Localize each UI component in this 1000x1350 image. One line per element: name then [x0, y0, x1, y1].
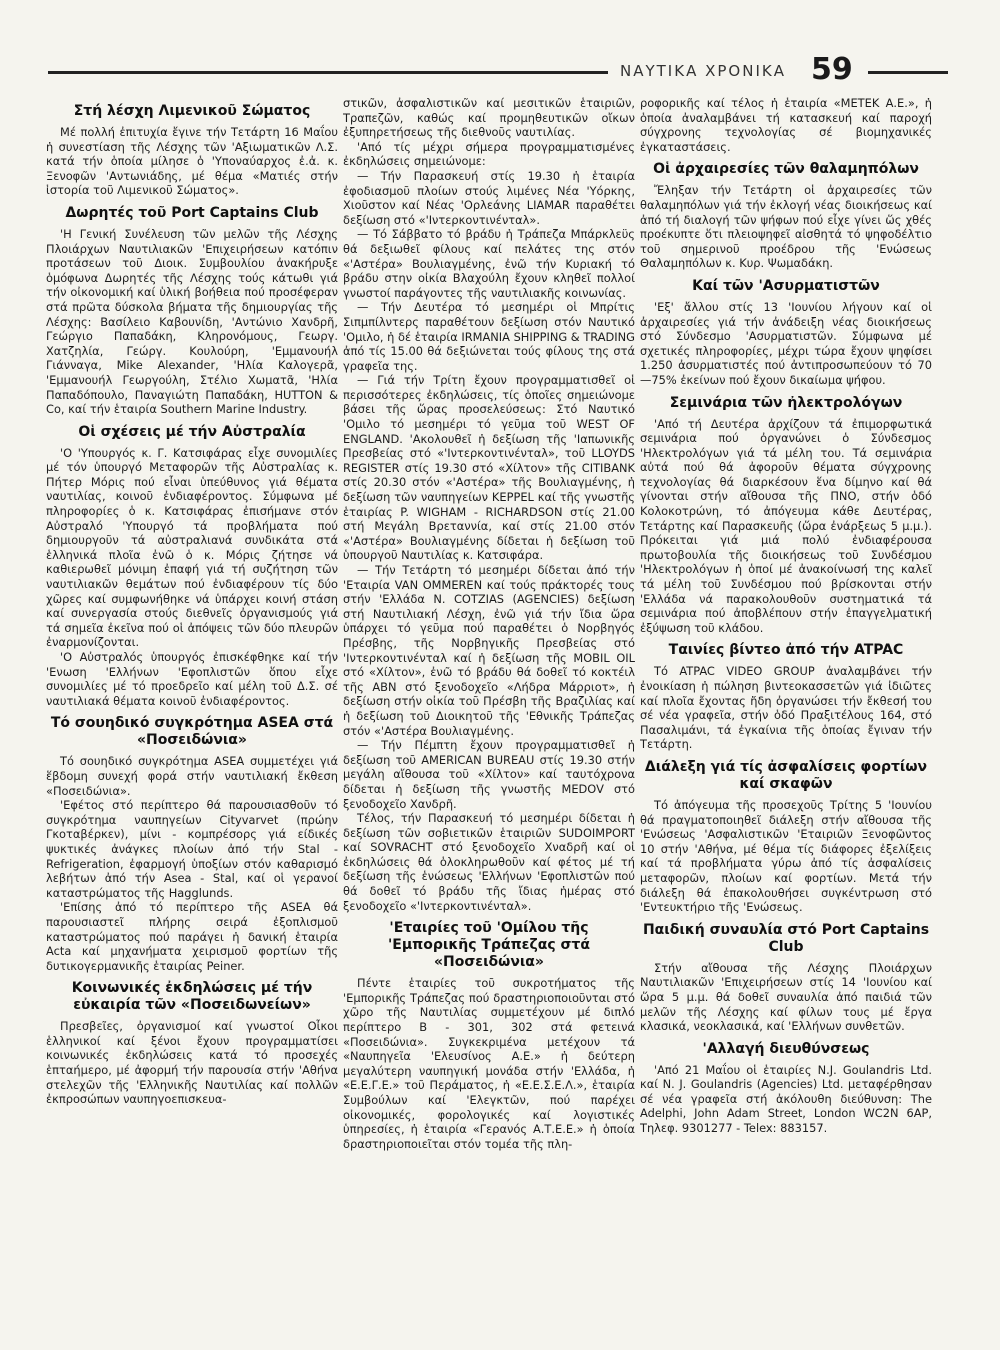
header-rule-left — [48, 71, 608, 74]
article-paragraph: 'Εφέτος στό περίπτερο θά παρουσιασθοῦν τό συγκρότημα ναυπηγείων Cityvarvet (πρώην Γκοταβέρκεν), μίνι - κομπρέσορς γιά είδικές ψυκτικές ἀνάγκες πλοίων ἀπό τήν Stal - Refrigeration, ἐφαρμογή ὑποξίων στόν καθαρισμό λεβήτων ἀπό τήν Asea - Stal, καί οἱ γερανοί καταστρώματος τῆς Hagglunds. — [46, 798, 338, 900]
article-paragraph: 'Ο 'Υπουργός κ. Γ. Κατσιφάρας εἶχε συνομιλίες μέ τόν ὑπουργό Μεταφορῶν τῆς Αὐστραλίας κ. Πήτερ Μόρις πού εἶναι ὑπεύθυνος γιά θέματα ναυτιλίας, κοινοῦ ἐνδιαφέροντος. Σύμφωνα μέ πληροφορίες ὁ κ. Κατσιφάρας ἐπισήμανε στόν Αὐστραλό 'Υπουργό τά προβλήματα πού δημιουργοῦν τά αὐστραλιανά συνδικάτα στά ἑλληνικά πλοῖα ἐνῶ ὁ κ. Μόρις ζήτησε νά καθιερωθεῖ μόνιμη ἐπαφή γιά τή συζήτηση τῶν ναυτιλιακῶν θεμάτων πού ἐνδιαφέρουν τίς δύο χῶρες καί συμφωνήθηκε νά ὑπάρχει κοινή στάση καί συνεργασία στούς διεθνεῖς ὀργανισμούς γιά τά σημεῖα ἐκεῖνα πού οἱ ἀπόψεις τῶν δύο πλευρῶν ἐναρμονίζονται. — [46, 445, 338, 650]
article-paragraph: — Τήν Δευτέρα τό μεσημέρι οἱ Μπρίτις Σιπμπίλντερς παραθέτουν δεξίωση στόν Ναυτικό 'Ομιλο, ἡ δέ ἑταιρία IRMANIA SHIPPING & TRADING ἀπό τίς 15.00 θά δεξιώνεται τούς φίλους της στά γραφεῖα της. — [343, 300, 635, 373]
article-paragraph: — Τήν Τετάρτη τό μεσημέρι δίδεται ἀπό τήν 'Εταιρία VAN OMMEREN καί τούς πράκτορές τους στήν 'Ελλάδα N. COTZIAS (AGENCIES) δεξίωση στή Ναυτιλιακή Λέσχη, ἐνῶ γιά τήν ἴδια ὥρα ὑπάρχει τό γεῦμα πού παραθέτει ὁ Νορβηγός Πρέσβης, τῆς Νορβηγικῆς Πρεσβείας στό 'Ιντερκοντινένταλ καί ἡ δεξίωση τῆς MOBIL OIL στό «Χίλτον», ἐνῶ τό βράδυ θά δοθεῖ τό κοκτέιλ τῆς ABN στό ξενοδοχεῖο «Λήδρα Μάρριοτ», ἡ δεξίωση στήν οἰκία τοῦ Πρέσβη τῆς Βραζιλίας καί ἡ δεξίωση τοῦ Διοικητοῦ τῆς 'Εθνικῆς Τράπεζας στόν «'Αστέρα Βουλιαγμένης. — [343, 563, 635, 738]
magazine-name: ΝΑΥΤΙΚΑ ΧΡΟΝΙΚΑ — [620, 62, 786, 80]
column-2 — [343, 96, 635, 1326]
column-3 — [640, 96, 932, 1326]
article-paragraph: Τό σουηδικό συγκρότημα ASEA συμμετέχει γιά ἕβδομη συνεχή φορά στήν ναυτιλιακή ἔκθεση «Ποσειδώνια». — [46, 754, 338, 798]
article-title: Οἱ σχέσεις μέ τήν Αὐστραλία — [78, 423, 306, 440]
article-paragraph: Στήν αἴθουσα τῆς Λέσχης Πλοιάρχων Ναυτιλιακῶν 'Επιχειρήσεων στίς 14 'Ιουνίου καί ὥρα 5 μ.μ. θά δοθεῖ συναυλία ἀπό παιδιά τῶν μελῶν τῆς Λέσχης καί φίλων τους μέ ἔργα κλασικά, νεοκλασικά, καί 'Ελλήνων συνθετῶν. — [640, 960, 932, 1034]
article-paragraph: 'Από 21 Μαΐου οἱ ἑταιρίες N.J. Goulandris Ltd. καί N. J. Goulandris (Agencies) Ltd. μεταφέρθησαν σέ νέα γραφεῖα στή ἀκόλουθη διεύθυνση: The Adelphi, John Adam Street, London WC2N 6AP, Τηλεφ. 9301277 - Telex: 883157. — [640, 1062, 932, 1136]
article-title: Παιδική συναυλία στό Port Captains Club — [642, 921, 930, 955]
article-paragraph: στικῶν, ἀσφαλιστικῶν καί μεσιτικῶν ἑταιριῶν, Τραπεζῶν, καθώς καί προμηθευτικῶν οἴκων ἐξυπηρετήσεως τῆς διεθνοῦς ναυτιλίας. — [343, 96, 635, 140]
column-1 — [46, 96, 338, 1326]
article-paragraph: Ἔληξαν τήν Τετάρτη οἱ ἀρχαιρεσίες τῶν θαλαμηπόλων γιά τήν ἐκλογή νέας διοικήσεως καί ἀπό τή διαλογή τῶν ψήφων πού εἶχε γίνει ὥς χθές προέκυπτε ὅτι πλειοψηφεῖ αἰσθητά τό ψηφοδέλτιο τοῦ σημερινοῦ προέδρου τῆς 'Ενώσεως Θαλαμηπόλων κ. Κυρ. Ψωμαδάκη. — [640, 183, 932, 271]
article-title: Δωρητές τοῦ Port Captains Club — [65, 204, 319, 221]
article-title: Κοινωνικές ἐκδηλώσεις μέ τήν εὐκαιρία τῶν «Ποσειδωνείων» — [71, 980, 313, 1014]
page-number: 59 — [811, 52, 853, 87]
page-header — [48, 52, 948, 90]
article-paragraph: ροφορικῆς καί τέλος ἡ ἑταιρία «ΜΕΤΕΚ Α.Ε.», ἡ ὁποία ἀναλαμβάνει τή κατασκευή καί παροχή σύγχρονης τεχνολογίας σέ βιομηχανικές ἐγκαταστάσεις. — [640, 96, 932, 154]
article-title: Οἱ ἀρχαιρεσίες τῶν θαλαμηπόλων — [653, 161, 919, 178]
article-paragraph: — Τήν Παρασκευή στίς 19.30 ἡ ἑταιρία ἐφοδιασμοῦ πλοίων στούς λιμένες Νέα 'Υόρκης, Χιοῦστον καί Νέας 'Ορλεάνης LIAMAR παραθέτει δεξίωση στό «'Ιντερκοντινένταλ». — [343, 168, 635, 227]
article-paragraph: 'Από τή Δευτέρα ἀρχίζουν τά ἐπιμορφωτικά σεμινάρια πού ὀργανώνει ὁ Σύνδεσμος 'Ηλεκτρολόγων γιά τά μέλη του. Τά σεμινάρια αὐτά πού θά ἀφοροῦν θέματα σύγχρονης τεχνολογίας θά διαρκέσουν ἕνα δίμηνο καί θά γίνονται στήν αἴθουσα τῆς ΠΝΟ, στήν ὁδό Κολοκοτρώνη, τό ἀπόγευμα κάθε Δευτέρας, Τετάρτης καί Παρασκευῆς (ὥρα ἐνάρξεως 5 μ.μ.). Πρόκειται γιά μιά πολύ ἐνδιαφέρουσα πρωτοβουλία τῆς διοικήσεως τοῦ Συνδέσμου 'Ηλεκτρολόγων ἡ ὁποί μέ ἀνακοίνωσή της καλεῖ τά μέλη τοῦ Συνδέσμου πού βρίσκονται στήν 'Ελλάδα νά παρακολουθοῦν συστηματικά τά σεμινάρια πού ἀποβλέπουν στήν ἐπαγγελματική ἐξύψωση τοῦ κλάδου. — [640, 416, 932, 635]
article-title: Τό σουηδικό συγκρότημα ASEA στά «Ποσειδώνια» — [50, 715, 334, 749]
article-paragraph: Μέ πολλή ἐπιτυχία ἔγινε τήν Τετάρτη 16 Μαΐου ἡ συνεστίαση τῆς Λέσχης τῶν 'Αξιωματικῶν Λ.Σ. κατά τήν ὁποία μίλησε ὁ 'Υποναύαρχος ἐ.ἀ. κ. Ξενοφῶν 'Αντωνιάδης, μέ θέμα «Ματιές στήν ἱστορία τοῦ Λιμενικοῦ Σώματος». — [46, 125, 338, 198]
article-title: Καί τῶν 'Ασυρματιστῶν — [692, 277, 880, 294]
article-title: Σεμινάρια τῶν ἠλεκτρολόγων — [669, 394, 903, 411]
article-paragraph: — Γιά τήν Τρίτη ἔχουν προγραμματισθεῖ οἱ περισσότερες ἐκδηλώσεις, τίς ὁποῖες σημειώνομε βάσει τῆς ὥρας προσελεύσεως: Στό Ναυτικό 'Ομιλο τό μεσημέρι τό γεῦμα τοῦ WEST OF ENGLAND. 'Ακολουθεῖ ἡ δεξίωση τῆς 'Ιαπωνικῆς Πρεσβείας στό «'Ιντερκοντινένταλ», τοῦ LLOYDS REGISTER στίς 19.30 στό «Χίλτον» τῆς CITIBANK στίς 20.30 στόν «'Αστέρα» τῆς Βουλιαγμένης, ἡ δεξίωση τῶν ναυπηγείων KEPPEL καί τῆς γνωστῆς ἑταιρίας P. WIGHAM - RICHARDSON στίς 21.00 στή Μεγάλη Βρεταννία, καί στίς 21.00 στόν «'Αστέρα» Βουλιαγμένης δίδεται ἡ δεξίωση τοῦ ὑπουργοῦ Ναυτιλίας κ. Κατσιφάρα. — [343, 373, 635, 563]
article-paragraph: — Τήν Πέμπτη ἔχουν προγραμματισθεῖ ἡ δεξίωση τοῦ AMERICAN BUREAU στίς 19.30 στήν μεγάλη αἴθουσα τοῦ «Χίλτον» καί ταυτόχρονα δίδεται ἡ δεξίωση τῆς γνωστῆς MEDOV στό ξενοδοχεῖο Χανδρῆ. — [343, 738, 635, 811]
article-paragraph: Τέλος, τήν Παρασκευή τό μεσημέρι δίδεται ἡ δεξίωση τῶν σοβιετικῶν ἑταιριῶν SUDOIMPORT καί SOVRACHT στό ξενοδοχεῖο Χναδρῆ καί οἱ ἐκδηλώσεις θά ὁλοκληρωθοῦν καί φέτος μέ τή δεξίωση τῆς ἑνώσεως 'Ελλήνων 'Εφοπλιστῶν πού θά δοθεῖ τό βράδυ τῆς ἴδιας ἡμέρας στό ξενοδοχεῖο «'Ιντερκοντινένταλ». — [343, 811, 635, 913]
article-paragraph: — Τό Σάββατο τό βράδυ ἡ Τράπεζα Μπάρκλεϋς θά δεξιωθεῖ φίλους καί πελάτες της στόν «'Αστέρα» Βουλιαγμένης, ἐνῶ τήν Κυριακή τό βράδυ στην οἰκία Βλαχούλη ἔχουν κληθεῖ πολλοί γνωστοί παράγοντες τῆς ναυτιλιακῆς κοινωνίας. — [343, 227, 635, 300]
article-title: 'Εταιρίες τοῦ 'Ομίλου τῆς 'Εμπορικῆς Τράπεζας στά «Ποσειδώνια» — [388, 920, 590, 971]
article-paragraph: 'Εξ' ἄλλου στίς 13 'Ιουνίου λήγουν καί οἱ ἀρχαιρεσίες γιά τήν ἀνάδειξη νέας διοικήσεως στό Σύνδεσμο 'Ασυρματιστῶν. Σύμφωνα μέ σχετικές πληροφορίες, μέχρι τώρα ἔχουν ψηφίσει 1.250 ἀσυρματιστές πού ἀντιπροσωπεύουν τό 70—75% ἐκείνων πού ἔχουν δικαίωμα ψήφου. — [640, 299, 932, 387]
article-title: Διάλεξη γιά τίς ἀσφαλίσεις φορτίων καί σκαφῶν — [644, 758, 928, 792]
article-paragraph: 'Επίσης ἀπό τό περίπτερο τῆς ASEA θά παρουσιαστεῖ πλήρης σειρά ἐξοπλισμοῦ καταστρώματος πού παράγει ἡ δανική ἑταιρία Acta καί μηχανήματα χειρισμοῦ φορτίων τῆς δυτικογερμανικῆς ἑταιρίας Peiner. — [46, 900, 338, 973]
article-paragraph: 'Από τίς μέχρι σήμερα προγραμματισμένες ἐκδηλώσεις σημειώνομε: — [343, 139, 635, 169]
article-paragraph: Πρεσβεῖες, ὀργανισμοί καί γνωστοί Οἶκοι ἑλληνικοί καί ξένοι ἔχουν προγραμματίσει κοινωνικές ἐκδηλώσεις κατά τό προσεχές ἑπταήμερο, μέ ἀφορμή τήν παρουσία στήν 'Αθήνα στελεχῶν τῆς 'Ελληνικῆς Ναυτιλίας καί πολλῶν ἐκπροσώπων ναυπηγοεπισκευα- — [46, 1019, 338, 1107]
header-rule-right — [868, 71, 948, 74]
article-title: Στή λέσχη Λιμενικοῦ Σώματος — [73, 103, 311, 119]
article-paragraph: 'Ο Αὐστραλός ὑπουργός ἐπισκέφθηκε καί τήν 'Ενωση 'Ελλήνων 'Εφοπλιστῶν ὅπου εἶχε συνομιλίες μέ τό προεδρεῖο καί μέλη τοῦ Δ.Σ. σέ ναυτιλιακά θέματα κοινοῦ ἐνδιαφέροντος. — [46, 650, 338, 708]
article-paragraph: Πέντε ἑταιρίες τοῦ συκροτήματος τῆς 'Εμπορικῆς Τράπεζας πού δραστηριοποιοῦνται στό χῶρο τῆς Ναυτιλίας συμμετέχουν μέ διπλό περίπτερο Β - 301, 302 στά φετεινά «Ποσειδώνια». Συγκεκριμένα μετέχουν τά «Ναυπηγεῖα 'Ελευσίνος Α.Ε.» ἡ δεύτερη μεγαλύτερη ναυπηγική μονάδα στήν 'Ελλάδα, ἡ «Ε.Ε.Γ.Ε.» τοῦ Περάματος, ἡ «Ε.Ε.Σ.Ε.Λ.», ἑταιρία Συμβούλων καί 'Ελεγκτῶν, πού παρέχει οἰκονομικές, φορολογικές καί λογιστικές ὑπηρεσίες, ἡ ἑταιρία «Γερανός Α.Τ.Ε.Ε.» ἡ ὁποία δραστηριοποιεῖται στόν τομέα τῆς πλη- — [343, 976, 635, 1151]
article-title: Ταινίες βίντεο ἀπό τήν ATPAC — [668, 642, 904, 659]
article-paragraph: 'Η Γενική Συνέλευση τῶν μελῶν τῆς Λέσχης Πλοιάρχων Ναυτιλιακῶν 'Επιχειρήσεων κατόπιν προτάσεων τοῦ Διοικ. Συμβουλίου ἀνακήρυξε ὁμόφωνα Δωρητές τῆς Λέσχης τούς κάτωθι γιά τήν οἰκονομική καί ὑλική βοήθεια πού προσέφεραν στά πρῶτα δύσκολα βήματα τῆς δημιουργίας τῆς Λέσχης: Βασίλειο Καβουνίδη, 'Αντώνιο Χανδρῆ, Γεώργιο Παπαδάκη, Κληρονόμους, Γεωργ. Χατζηλία, Γεώργ. Κουλούρη, 'Εμμανουήλ Γιάνναγα, Mike Alexander, 'Ηλία Καλογερᾶ, 'Εμμανουήλ Γεωργούλη, Στέλιο Χωματᾶ, 'Ηλία Παπαδόπουλο, Παναγιώτη Παπαδάκη, HUTTON & Co, καί τήν ἑταιρία Southern Marine Industry. — [46, 226, 338, 417]
article-title: 'Αλλαγή διευθύνσεως — [702, 1040, 870, 1057]
article-paragraph: Τό ἀπόγευμα τῆς προσεχοῦς Τρίτης 5 'Ιουνίου θά πραγματοποιηθεῖ διάλεξη στήν αἴθουσα τῆς 'Ενώσεως 'Ασφαλιστικῶν 'Εταιριῶν Ξενοφῶντος 10 στήν 'Αθήνα, μέ θέμα τίς διάφορες ἐξελίξεις καί τά προβλήματα γύρω ἀπό τίς ἀσφαλίσεις μεταφορῶν, πλοίων καί φορτίων. Μετά τήν διάλεξη θά ἐπακολουθήσει συγκέντρωση στό 'Εντευκτήριο τῆς 'Ενώσεως. — [640, 797, 932, 915]
article-paragraph: Τό ATPAC VIDEO GROUP ἀναλαμβάνει τήν ἐνοικίαση ἡ πώληση βιντεοκασσετῶν γιά ἰδιῶτες καί πλοῖα ἔχοντας ἤδη ὀργανώσει τήν ἔκθεσή του σέ νέα γραφεῖα, στήν ὁδό Πραξιτέλους 164, στό Πασαλιμάνι, τά ἐγκαίνια τῆς ὁποίας ἔγιναν τήν Τετάρτη. — [640, 664, 932, 752]
